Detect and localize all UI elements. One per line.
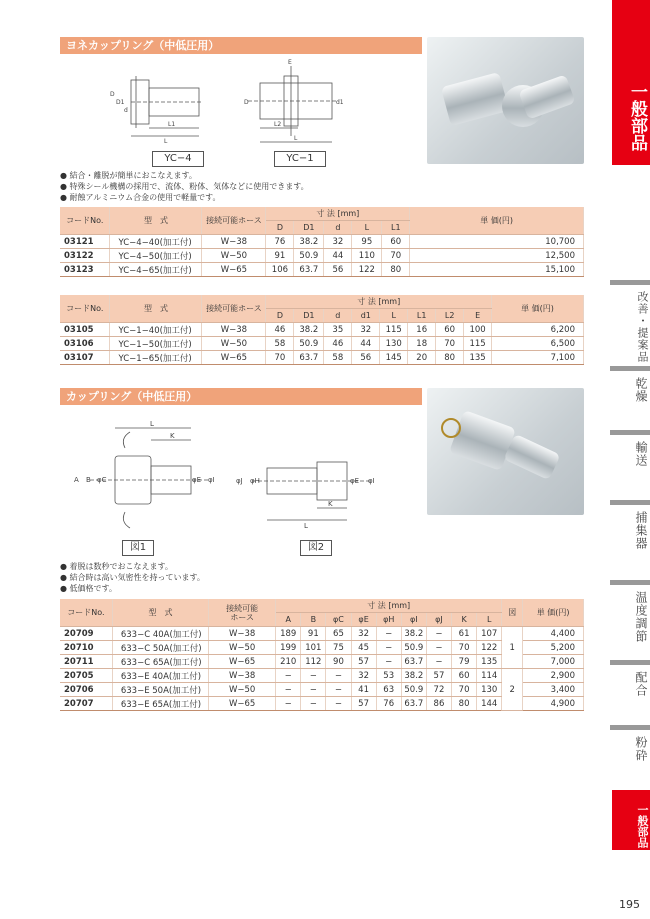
yc4-spec-table: [60, 207, 584, 277]
sidebar-tab-transport[interactable]: 輸送: [610, 430, 650, 493]
fig1-label-a: A: [74, 476, 79, 484]
fig1-label-l: L: [150, 420, 154, 428]
yc4-diagram: [106, 62, 216, 147]
fig1-label-e: φE: [192, 476, 202, 484]
table-cell: −: [326, 697, 351, 711]
table-cell: YC−4−50(加工付): [110, 249, 202, 263]
dim-header: E: [464, 309, 492, 323]
fig2-label-l: L: [304, 522, 308, 530]
table-cell: −: [301, 669, 326, 683]
dim-header: D1: [294, 221, 324, 235]
table-cell: 20705: [60, 669, 112, 683]
col-dims: 寸 法 [mm]: [266, 207, 410, 221]
table-row: [60, 351, 584, 365]
table-cell: YC−4−40(加工付): [110, 235, 202, 249]
table-cell: 65: [326, 627, 351, 641]
fig1-label-i: φI: [208, 476, 215, 484]
table-cell: 112: [301, 655, 326, 669]
table-row: [60, 235, 584, 249]
table-cell: −: [426, 641, 451, 655]
table-cell: W−65: [202, 351, 266, 365]
table-cell: 3,400: [523, 683, 584, 697]
table-cell: W−38: [209, 627, 276, 641]
dim-header: φC: [326, 613, 351, 627]
col-model: 型 式: [112, 599, 208, 627]
table-cell: 130: [477, 683, 502, 697]
table-cell: −: [376, 655, 401, 669]
table-cell: 130: [380, 337, 408, 351]
yc1-diagram: [238, 58, 348, 148]
col-hose: 接続可能ホース: [202, 295, 266, 323]
table-cell: 38.2: [401, 669, 426, 683]
table-cell: 135: [477, 655, 502, 669]
table-cell: 60: [382, 235, 410, 249]
table-cell: 56: [324, 263, 352, 277]
sidebar-tab-grinding[interactable]: 粉砕: [610, 725, 650, 788]
col-model: 型 式: [110, 207, 202, 235]
table-cell: 122: [477, 641, 502, 655]
bullet-item: ● 特殊シール機構の採用で、流体、粉体、気体などに使用できます。: [60, 182, 309, 191]
dim-header: L2: [436, 309, 464, 323]
fig2-label-i: φI: [368, 477, 375, 485]
yc4-label-l1: L1: [168, 121, 176, 128]
table-cell: 03123: [60, 263, 110, 277]
yc1-label-l: L: [294, 135, 298, 142]
table-cell: −: [326, 669, 351, 683]
dim-header: D1: [294, 309, 324, 323]
table-cell: 18: [408, 337, 436, 351]
table-cell: 4,400: [523, 627, 584, 641]
table-cell: 20706: [60, 683, 112, 697]
table-cell: 32: [352, 323, 380, 337]
table-cell: 633−C 40A(加工付): [112, 627, 208, 641]
table-cell: 03107: [60, 351, 110, 365]
dim-header: d: [324, 309, 352, 323]
dim-header: d: [324, 221, 352, 235]
table-row: [60, 627, 584, 641]
table-cell: 199: [276, 641, 301, 655]
fig2-label-k: K: [328, 500, 333, 508]
table-cell: W−50: [209, 683, 276, 697]
caption-yc1: YC−1: [274, 151, 326, 167]
table-cell: 20: [408, 351, 436, 365]
table-cell: 56: [352, 351, 380, 365]
col-model: 型 式: [110, 295, 202, 323]
col-code: コードNo.: [60, 599, 112, 627]
table-cell: 75: [326, 641, 351, 655]
sidebar-tab-collector[interactable]: 捕集器: [610, 500, 650, 573]
dim-header: φJ: [426, 613, 451, 627]
table-cell: 80: [452, 697, 477, 711]
table-cell: 633−C 50A(加工付): [112, 641, 208, 655]
table-cell: W−38: [202, 235, 266, 249]
table-cell: W−38: [209, 669, 276, 683]
yc1-spec-table: [60, 295, 584, 365]
table-cell: 95: [352, 235, 382, 249]
table-cell: 60: [452, 669, 477, 683]
dim-header: L: [380, 309, 408, 323]
table-cell: 72: [426, 683, 451, 697]
table-cell: W−65: [209, 655, 276, 669]
table-cell: W−65: [209, 697, 276, 711]
table-cell: 189: [276, 627, 301, 641]
table-cell: 1: [502, 627, 523, 669]
table-cell: 16: [408, 323, 436, 337]
table-cell: 20707: [60, 697, 112, 711]
bullet-item: ● 低価格です。: [60, 584, 117, 593]
yone-coupling-photo: [427, 37, 584, 164]
yc4-label-d: d: [124, 107, 128, 114]
table-cell: 91: [266, 249, 294, 263]
table-cell: −: [326, 683, 351, 697]
dim-header: φI: [401, 613, 426, 627]
fig1-label-k: K: [170, 432, 175, 440]
col-dims: 寸 法 [mm]: [266, 295, 492, 309]
dim-header: L: [477, 613, 502, 627]
table-cell: 2: [502, 669, 523, 711]
table-cell: 57: [351, 655, 376, 669]
table-cell: 50.9: [294, 337, 324, 351]
sidebar-tab-improvement[interactable]: 改善・提案品: [610, 280, 650, 363]
table-cell: W−65: [202, 263, 266, 277]
table-cell: YC−1−65(加工付): [110, 351, 202, 365]
table-cell: 6,200: [492, 323, 584, 337]
table-cell: 44: [352, 337, 380, 351]
table-cell: 80: [382, 263, 410, 277]
table-cell: 61: [452, 627, 477, 641]
sidebar-tab-general-parts-bottom[interactable]: 一般部品: [612, 790, 650, 850]
col-code: コードNo.: [60, 207, 110, 235]
table-cell: 633−E 40A(加工付): [112, 669, 208, 683]
caption-fig1: 図1: [122, 540, 154, 556]
col-fig: 図: [502, 599, 523, 627]
sidebar-tab-blending[interactable]: 配合: [610, 660, 650, 723]
table-cell: 79: [452, 655, 477, 669]
dim-header: K: [452, 613, 477, 627]
table-cell: 50.9: [401, 683, 426, 697]
table-cell: 122: [352, 263, 382, 277]
table-cell: 50.9: [401, 641, 426, 655]
table-cell: 58: [324, 351, 352, 365]
dim-header: φE: [351, 613, 376, 627]
table-row: [60, 337, 584, 351]
yc4-label-dd: D: [110, 91, 115, 98]
table-cell: 90: [326, 655, 351, 669]
table-cell: 80: [436, 351, 464, 365]
coupling-photo: [427, 388, 584, 515]
table-cell: −: [301, 683, 326, 697]
table-cell: 57: [426, 669, 451, 683]
table-cell: W−50: [209, 641, 276, 655]
table-cell: 76: [376, 697, 401, 711]
table-cell: YC−1−50(加工付): [110, 337, 202, 351]
table-cell: 32: [351, 627, 376, 641]
table-cell: YC−1−40(加工付): [110, 323, 202, 337]
table-cell: 12,500: [410, 249, 584, 263]
sidebar-tab-temperature[interactable]: 温度調節: [610, 580, 650, 663]
table-cell: 633−E 50A(加工付): [112, 683, 208, 697]
section2-bullets: [60, 561, 205, 594]
section1-bullets: [60, 170, 309, 203]
fig1-label-b: B: [86, 476, 91, 484]
table-cell: 53: [376, 669, 401, 683]
table-cell: 38.2: [294, 323, 324, 337]
table-cell: 38.2: [401, 627, 426, 641]
table-cell: 57: [351, 697, 376, 711]
table-cell: 76: [266, 235, 294, 249]
table-cell: 145: [380, 351, 408, 365]
col-price: 単 価(円): [492, 295, 584, 323]
table-cell: W−50: [202, 249, 266, 263]
table-cell: −: [276, 683, 301, 697]
table-cell: −: [376, 627, 401, 641]
table-cell: 45: [351, 641, 376, 655]
caption-fig2: 図2: [300, 540, 332, 556]
table-cell: −: [276, 669, 301, 683]
table-cell: 2,900: [523, 669, 584, 683]
fig1-diagram: [70, 418, 230, 538]
table-cell: 100: [464, 323, 492, 337]
table-cell: 41: [351, 683, 376, 697]
dim-header: L1: [408, 309, 436, 323]
bullet-item: ● 着脱は数秒でおこなえます。: [60, 562, 173, 571]
table-cell: −: [426, 627, 451, 641]
coupling-spec-table: [60, 599, 584, 711]
dim-header: D: [266, 221, 294, 235]
page-number: 195: [619, 898, 640, 911]
fig2-label-j: φJ: [236, 477, 243, 485]
table-cell: 7,100: [492, 351, 584, 365]
dim-header: d1: [352, 309, 380, 323]
bullet-item: ● 結合時は高い気密性を持っています。: [60, 573, 205, 582]
table-cell: −: [376, 641, 401, 655]
table-cell: 20710: [60, 641, 112, 655]
section-title-coupling: カップリング（中低圧用）: [60, 388, 422, 405]
table-cell: 46: [266, 323, 294, 337]
yc4-label-d1: D1: [116, 99, 125, 106]
table-cell: 38.2: [294, 235, 324, 249]
table-cell: 7,000: [523, 655, 584, 669]
section-title-yone-coupling: ヨネカップリング（中低圧用）: [60, 37, 422, 54]
table-cell: 03122: [60, 249, 110, 263]
dim-header: L: [352, 221, 382, 235]
table-cell: 63: [376, 683, 401, 697]
table-cell: 15,100: [410, 263, 584, 277]
table-cell: −: [276, 697, 301, 711]
table-cell: 114: [477, 669, 502, 683]
table-cell: 4,900: [523, 697, 584, 711]
yc1-label-d1: d1: [336, 99, 344, 106]
table-cell: 10,700: [410, 235, 584, 249]
table-cell: 63.7: [401, 697, 426, 711]
table-cell: 20709: [60, 627, 112, 641]
table-cell: 60: [436, 323, 464, 337]
table-cell: 03105: [60, 323, 110, 337]
table-cell: 70: [436, 337, 464, 351]
table-cell: 70: [452, 641, 477, 655]
col-dims: 寸 法 [mm]: [276, 599, 502, 613]
dim-header: φH: [376, 613, 401, 627]
table-cell: 35: [324, 323, 352, 337]
col-price: 単 価(円): [523, 599, 584, 627]
table-cell: 46: [324, 337, 352, 351]
table-cell: 63.7: [294, 263, 324, 277]
table-cell: 144: [477, 697, 502, 711]
col-hose: 接続可能 ホース: [209, 599, 276, 627]
table-cell: 50.9: [294, 249, 324, 263]
table-cell: 91: [301, 627, 326, 641]
dim-header: L1: [382, 221, 410, 235]
table-cell: 58: [266, 337, 294, 351]
table-row: [60, 249, 584, 263]
col-hose: 接続可能ホース: [202, 207, 266, 235]
table-cell: 44: [324, 249, 352, 263]
fig2-diagram: [232, 450, 392, 530]
table-cell: 210: [276, 655, 301, 669]
table-cell: 03106: [60, 337, 110, 351]
table-row: [60, 669, 584, 683]
table-cell: 70: [382, 249, 410, 263]
table-cell: 63.7: [401, 655, 426, 669]
table-cell: 70: [266, 351, 294, 365]
table-row: [60, 263, 584, 277]
table-cell: 86: [426, 697, 451, 711]
table-cell: −: [301, 697, 326, 711]
fig2-label-e: φE: [350, 477, 360, 485]
table-cell: 115: [380, 323, 408, 337]
table-cell: W−50: [202, 337, 266, 351]
table-cell: 106: [266, 263, 294, 277]
table-cell: 107: [477, 627, 502, 641]
table-cell: 633−C 65A(加工付): [112, 655, 208, 669]
fig1-label-c: φC: [97, 476, 107, 484]
table-cell: 101: [301, 641, 326, 655]
sidebar-tab-drying[interactable]: 乾燥: [610, 366, 650, 429]
table-cell: 03121: [60, 235, 110, 249]
bullet-item: ● 結合・離脱が簡単におこなえます。: [60, 171, 197, 180]
dim-header: B: [301, 613, 326, 627]
table-cell: 6,500: [492, 337, 584, 351]
yc1-label-d: D: [244, 99, 249, 106]
table-cell: 633−E 65A(加工付): [112, 697, 208, 711]
col-code: コードNo.: [60, 295, 110, 323]
dim-header: A: [276, 613, 301, 627]
table-cell: 20711: [60, 655, 112, 669]
table-row: [60, 323, 584, 337]
table-cell: 63.7: [294, 351, 324, 365]
table-cell: 110: [352, 249, 382, 263]
table-cell: 70: [452, 683, 477, 697]
table-cell: −: [426, 655, 451, 669]
bullet-item: ● 耐蝕アルミニウム合金の使用で軽量です。: [60, 193, 221, 202]
dim-header: D: [266, 309, 294, 323]
yc4-label-l: L: [164, 138, 168, 145]
col-price: 単 価(円): [410, 207, 584, 235]
table-cell: W−38: [202, 323, 266, 337]
table-cell: 135: [464, 351, 492, 365]
table-cell: 5,200: [523, 641, 584, 655]
caption-yc4: YC−4: [152, 151, 204, 167]
yc1-label-l2: L2: [274, 121, 282, 128]
table-cell: 32: [324, 235, 352, 249]
sidebar-tab-general-parts-top[interactable]: 一般部品: [612, 0, 650, 165]
table-cell: YC−4−65(加工付): [110, 263, 202, 277]
fig2-label-h: φH: [250, 477, 260, 485]
table-cell: 32: [351, 669, 376, 683]
yc1-label-e: E: [288, 59, 292, 66]
table-cell: 115: [464, 337, 492, 351]
